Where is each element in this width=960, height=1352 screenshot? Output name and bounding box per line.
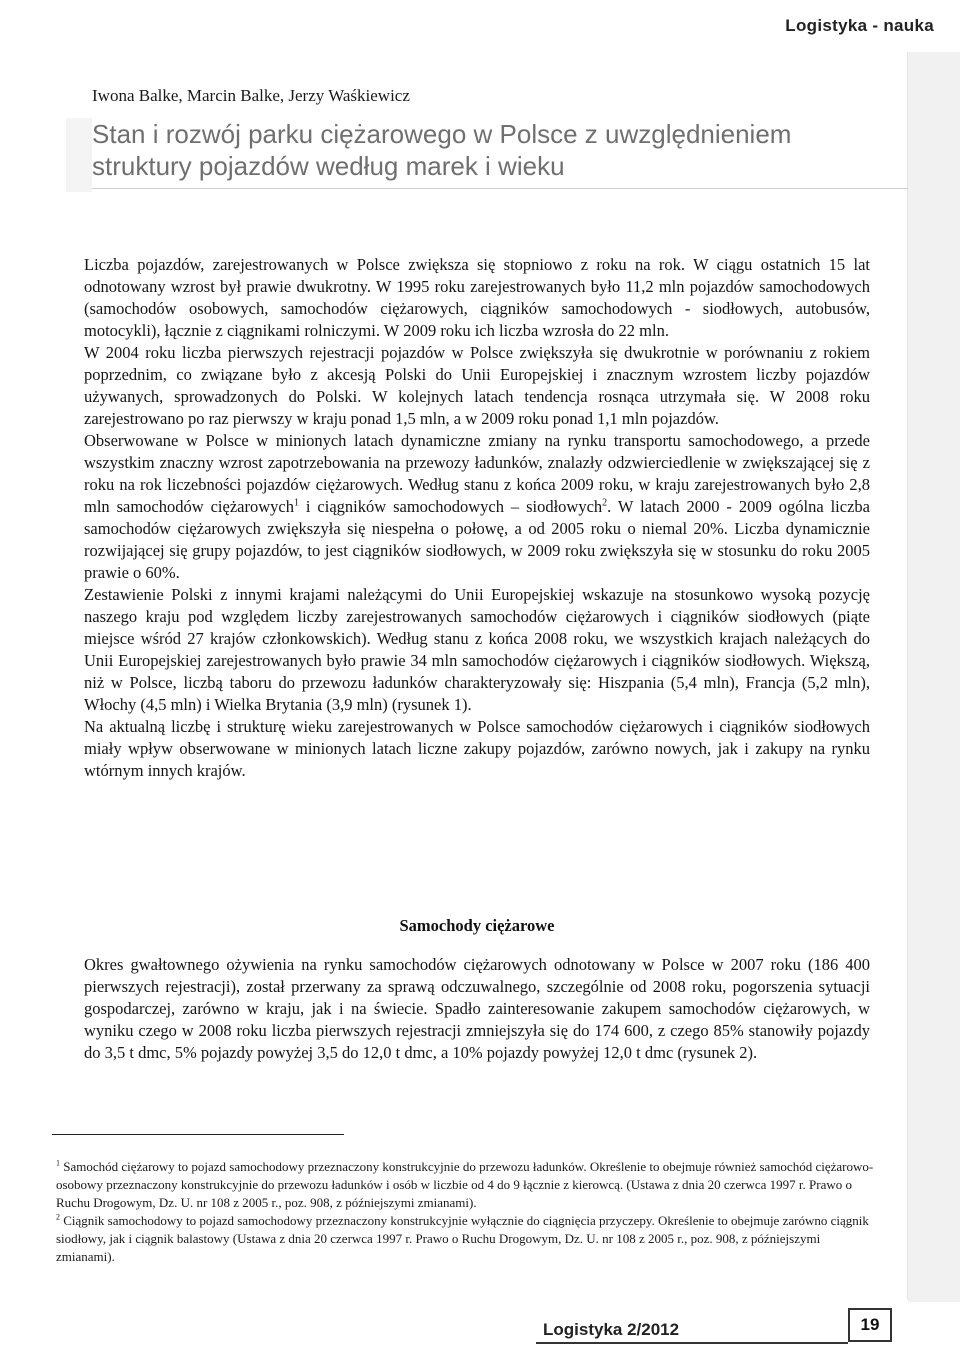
footnote-1	[56, 1158, 874, 1212]
body-paragraph-3	[84, 430, 870, 584]
article-body	[84, 254, 870, 782]
article-title-line-2: struktury pojazdów według marek i wieku	[92, 151, 565, 181]
body-paragraph-3-part-a: Obserwowane w Polsce w minionych latach dynamiczne zmiany na rynku transportu samochodowego, a przede wszystkim znaczny wzrost zapotrzebowania na przewozy ładunków, znalazły odzwierciedlenie w zwiększającej się z roku na rok liczebności pojazdów ciężarowych. Według stanu z końca 2009 roku, w kraju zarejestrowanych było 2,8 mln samochodów ciężarowych	[84, 431, 870, 516]
section-heading: Samochody ciężarowe	[399, 916, 555, 935]
article-authors: Iwona Balke, Marcin Balke, Jerzy Waśkiewicz	[92, 86, 410, 105]
page-number: 19	[848, 1308, 892, 1342]
body-paragraph-5: Na aktualną liczbę i strukturę wieku zarejestrowanych w Polsce samochodów ciężarowych i ciągników siodłowych miały wpływ obserwowane w minionych latach liczne zakupy pojazdów, zarówno nowych, jak i zakupy na rynku wtórnym innych krajów.	[84, 717, 870, 780]
footnote-ref-2[interactable]: 2	[602, 497, 608, 509]
body-paragraph-1: Liczba pojazdów, zarejestrowanych w Polsce zwiększa się stopniowo z roku na rok. W ciągu ostatnich 15 lat odnotowany wzrost był prawie dwukrotny. W 1995 roku zarejestrowanych było 11,2 mln pojazdów samochodowych (samochodów osobowych, samochodów ciężarowych, ciągników samochodowych - siodłowych, autobusów, motocykli), łącznie z ciągnikami rolniczymi. W 2009 roku ich liczba wzrosła do 22 mln.	[84, 255, 870, 340]
body-paragraph-3-part-c: . W latach 2000 - 2009 ogólna liczba samochodów ciężarowych zwiększyła się niespełna o połowę, a od 2005 roku o niemal 20%. Liczba dynamicznie rozwijającej się grupy pojazdów, to jest ciągników siodłowych, w 2009 roku zwiększyła się w stosunku do roku 2005 prawie o 60%.	[84, 497, 870, 582]
footnote-ref-1[interactable]: 1	[293, 497, 299, 509]
footnote-2	[56, 1212, 874, 1266]
article-title	[92, 118, 908, 189]
footnote-2-text: Ciągnik samochodowy to pojazd samochodowy przeznaczony konstrukcyjnie wyłącznie do ciągnięcia przyczepy. Określenie to obejmuje zarówno ciągnik siodłowy, jak i ciągnik balastowy (Ustawa z dnia 20 czerwca 1997 r. Prawo o Ruchu Drogowym, Dz. U. nr 108 z 2005 r., poz. 908, z późniejszymi zmianami).	[56, 1213, 869, 1264]
running-header	[0, 12, 960, 44]
section-paragraph-1: Okres gwałtownego ożywienia na rynku samochodów ciężarowych odnotowany w Polsce w 2007 roku (186 400 pierwszych rejestracji), został przerwany za sprawą odczuwalnego, szczególnie od 2008 roku, pogorszenia sytuacji gospodarczej, zarówno w kraju, jak i na świecie. Spadło zainteresowanie zakupem samochodów ciężarowych, w wyniku czego w 2008 roku liczba pierwszych rejestracji zmniejszyła się do 174 600, z czego 85% stanowiły pojazdy do 3,5 t dmc, 5% pojazdy powyżej 3,5 do 12,0 t dmc, a 10% pojazdy powyżej 12,0 t dmc (rysunek 2).	[84, 955, 870, 1062]
article-title-line-1: Stan i rozwój parku ciężarowego w Polsce z uwzględnieniem	[92, 119, 792, 149]
footnote-1-text: Samochód ciężarowy to pojazd samochodowy przeznaczony konstrukcyjnie do przewozu ładunków. Określenie to obejmuje również samochód ciężarowo-osobowy przeznaczony konstrukcyjnie do przewozu ładunków i osób w liczbie od 4 do 9 łącznie z kierowcą. (Ustawa z dnia 20 czerwca 1997 r. Prawo o Ruchu Drogowym, Dz. U. nr 108 z 2005 r., poz. 908, z późniejszymi zmianami).	[56, 1159, 874, 1210]
page-edge-shade	[908, 52, 960, 1302]
footnote-2-mark: 2	[56, 1212, 60, 1222]
body-paragraph-3-part-b: i ciągników samochodowych – siodłowych	[298, 497, 603, 516]
footnotes	[56, 1158, 874, 1266]
body-paragraph-2: W 2004 roku liczba pierwszych rejestracji pojazdów w Polsce zwiększyła się dwukrotnie w porównaniu z rokiem poprzednim, co związane było z akcesją Polski do Unii Europejskiej i znacznym wzrostem liczby pojazdów używanych, sprowadzonych do Polski. W kolejnych latach tendencja rosnąca utrzymała się. W 2008 roku zarejestrowano po raz pierwszy w kraju ponad 1,5 mln, a w 2009 roku ponad 1,1 mln pojazdów.	[84, 343, 870, 428]
footnote-divider	[52, 1134, 344, 1135]
journal-footer: Logistyka 2/2012	[543, 1320, 680, 1339]
footer-rule	[536, 1342, 848, 1344]
body-paragraph-4: Zestawienie Polski z innymi krajami należącymi do Unii Europejskiej wskazuje na stosunkowo wysoką pozycję naszego kraju pod względem liczby zarejestrowanych samochodów ciężarowych i ciągników siodłowych (piąte miejsce wśród 27 krajów członkowskich). Według stanu z końca 2008 roku, we wszystkich krajach należących do Unii Europejskiej zarejestrowanych było prawie 34 mln samochodów ciężarowych i ciągników siodłowych. Większą, niż w Polsce, liczbą taboru do przewozu ładunków charakteryzowały się: Hiszpania (5,4 mln), Francja (5,2 mln), Włochy (4,5 mln) i Wielka Brytania (3,9 mln) (rysunek 1).	[84, 585, 870, 714]
footnote-1-mark: 1	[56, 1158, 60, 1168]
section-label: Logistyka - nauka	[785, 16, 934, 35]
title-shade	[66, 118, 92, 192]
section-body	[84, 954, 870, 1064]
